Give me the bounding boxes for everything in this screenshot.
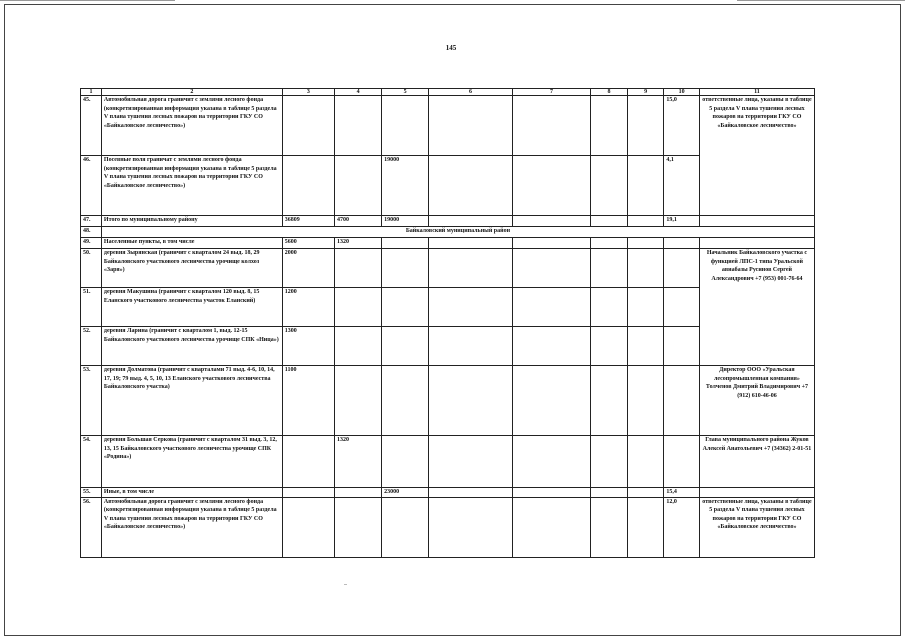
table-row (81, 249, 815, 288)
col-header: 5 (382, 89, 429, 96)
row-name: Автомобильная дорога граничит с землями лесного фонда (конкретизированная информация указана в таблице 5 раздела V плана тушения лесных пожаров на территории ГКУ СО «Байкаловское лесничество») (101, 497, 282, 557)
top-border-right (737, 0, 905, 1)
row-name: деревня Долматова (граничит с кварталами 71 выд. 4-6, 10, 14, 17, 19; 79 выд. 4, 5, 10, 13 Еланского участкового лесничества Байкаловского участка) (101, 366, 282, 436)
page-number: 145 (445, 44, 457, 52)
row-number: 48. (81, 227, 102, 238)
top-border-left (0, 0, 175, 1)
row-number: 47. (81, 216, 102, 227)
row-number: 45. (81, 96, 102, 156)
row-number: 53. (81, 366, 102, 436)
cell-col4: 1320 (335, 436, 382, 488)
responsible-cell: Начальник Байкаловского участка с функцией ЛПС-1 типа Уральской авиабазы Русинов Сергей Александрович +7 (953) 001-76-64 (699, 249, 814, 366)
row-number: 56. (81, 497, 102, 557)
col-header: 9 (627, 89, 664, 96)
cell-col5: 23000 (382, 488, 429, 498)
cell-col3: 1300 (282, 327, 334, 366)
row-name: Автомобильная дорога граничит с землями лесного фонда (конкретизированная информация указана в таблице 5 раздела V плана тушения лесных пожаров на территории ГКУ СО «Байкаловское лесничество») (101, 96, 282, 156)
cell-col4: 1320 (335, 238, 382, 249)
row-name: деревня Зырянская (граничит с кварталом 24 выд. 18, 29 Байкаловского участкового лесничества урочище колхоз «Заря») (101, 249, 282, 288)
row-name: Посевные поля граничат с землями лесного фонда (конкретизированная информация указана в таблице 5 раздела V плана тушения лесных пожаров на территории ГКУ СО «Байкаловское лесничество») (101, 156, 282, 216)
col-header: 10 (664, 89, 700, 96)
table-row (81, 238, 815, 249)
cell-col10: 4,1 (664, 156, 700, 216)
cell-col3: 1200 (282, 288, 334, 327)
row-name: деревня Большая Серкова (граничит с кварталом 31 выд. 3, 12, 13, 15 Байкаловского участкового лесничества урочище СПК «Родина») (101, 436, 282, 488)
table-row (81, 488, 815, 498)
cell-col3: 2000 (282, 249, 334, 288)
row-name: Итого по муниципальному району (101, 216, 282, 227)
row-name: Населенные пункты, в том числе (101, 238, 282, 249)
row-name: Иные, в том числе (101, 488, 282, 498)
row-name: деревня Ларина (граничит с кварталом 1, выд. 12-15 Байкаловского участкового лесничества урочище СПК «Ница») (101, 327, 282, 366)
cell-col10: 15,4 (664, 488, 700, 498)
cell-col10: 12,0 (664, 497, 700, 557)
responsible-cell: ответственные лица, указаны в таблице 5 раздела V плана тушения лесных пожаров на территории ГКУ СО «Байкаловское лесничество» (699, 96, 814, 216)
row-number: 51. (81, 288, 102, 327)
table-row (81, 216, 815, 227)
col-header: 4 (335, 89, 382, 96)
table-row (81, 436, 815, 488)
cell-col4: 4700 (335, 216, 382, 227)
col-header: 1 (81, 89, 102, 96)
fire-protection-table (80, 88, 815, 558)
cell-col5: 19000 (382, 216, 429, 227)
row-number: 50. (81, 249, 102, 288)
row-number: 55. (81, 488, 102, 498)
col-header: 6 (429, 89, 513, 96)
responsible-cell: ответственные лица, указаны в таблице 5 раздела V плана тушения лесных пожаров на территории ГКУ СО «Байкаловское лесничество» (699, 497, 814, 557)
cell-col10: 15,0 (664, 96, 700, 156)
col-header: 11 (699, 89, 814, 96)
cell-col5: 19000 (382, 156, 429, 216)
cell-col3: 1100 (282, 366, 334, 436)
row-number: 54. (81, 436, 102, 488)
col-header: 2 (101, 89, 282, 96)
row-number: 52. (81, 327, 102, 366)
header-row (81, 89, 815, 96)
col-header: 8 (591, 89, 628, 96)
region-heading: Байкаловский муниципальный район (101, 227, 814, 238)
table-row (81, 366, 815, 436)
responsible-cell: Глава муниципального района Жуков Алексей Анатольевич +7 (34362) 2-01-51 (699, 436, 814, 488)
table-row (81, 96, 815, 156)
row-number: 46. (81, 156, 102, 216)
cell-col10: 19,1 (664, 216, 700, 227)
col-header: 7 (512, 89, 590, 96)
responsible-cell: Директор ООО «Уральская лесопромышленная компания» Толченов Дмитрий Владимирович +7 (912) 610-46-06 (699, 366, 814, 436)
cell-col3: 5600 (282, 238, 334, 249)
table-row (81, 497, 815, 557)
row-name: деревня Макушина (граничит с кварталом 120 выд. 8, 15 Еланского участкового лесничества участок Еланский) (101, 288, 282, 327)
row-number: 49. (81, 238, 102, 249)
cell-col3: 36809 (282, 216, 334, 227)
table-row (81, 227, 815, 238)
col-header: 3 (282, 89, 334, 96)
scan-speck (344, 584, 347, 585)
